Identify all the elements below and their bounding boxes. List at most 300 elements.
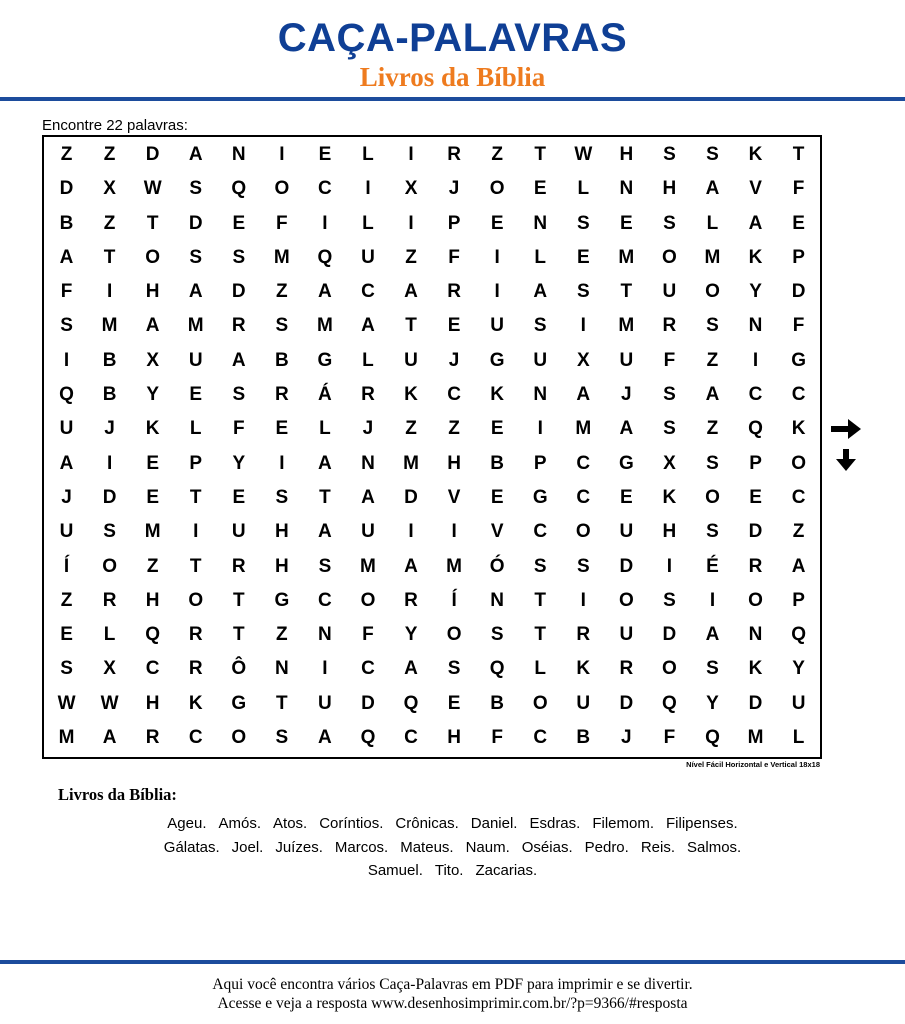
grid-cell[interactable]: U	[188, 349, 203, 371]
grid-cell[interactable]: I	[451, 521, 457, 543]
grid-cell[interactable]: E	[620, 486, 633, 508]
grid-cell[interactable]: A	[619, 418, 634, 440]
grid-cell[interactable]: D	[748, 692, 763, 714]
grid-cell[interactable]: Q	[489, 658, 505, 680]
grid-cell[interactable]: A	[576, 384, 591, 406]
grid-cell[interactable]: D	[619, 692, 634, 714]
grid-cell[interactable]: F	[276, 212, 288, 234]
grid-cell[interactable]: T	[319, 486, 331, 508]
grid-cell[interactable]: A	[404, 658, 418, 680]
grid-cell[interactable]: Á	[318, 384, 332, 406]
grid-cell[interactable]: E	[576, 246, 590, 268]
grid-cell[interactable]: L	[103, 624, 116, 646]
grid-cell[interactable]: J	[448, 349, 460, 371]
grid-cell[interactable]: T	[232, 624, 245, 646]
grid-cell[interactable]: D	[102, 486, 117, 508]
grid-cell[interactable]: G	[532, 486, 548, 508]
grid-cell[interactable]: S	[318, 555, 332, 577]
grid-cell[interactable]: I	[279, 144, 285, 165]
grid-cell[interactable]: S	[490, 624, 504, 646]
grid-cell[interactable]: C	[576, 486, 591, 508]
grid-cell[interactable]: T	[534, 144, 547, 165]
grid-cell[interactable]: M	[144, 521, 161, 543]
grid-cell[interactable]: R	[188, 624, 203, 646]
grid-cell[interactable]: L	[189, 418, 202, 440]
grid-cell[interactable]: R	[748, 555, 763, 577]
grid-cell[interactable]: N	[748, 624, 763, 646]
grid-cell[interactable]: A	[145, 315, 160, 337]
grid-cell[interactable]: E	[490, 486, 504, 508]
grid-cell[interactable]: C	[791, 384, 806, 406]
grid-cell[interactable]: S	[663, 589, 676, 611]
grid-cell[interactable]: E	[275, 418, 289, 440]
grid-cell[interactable]: T	[534, 589, 547, 611]
grid-cell[interactable]: R	[231, 315, 246, 337]
grid-cell[interactable]: M	[58, 727, 75, 749]
grid-cell[interactable]: E	[318, 144, 332, 165]
grid-cell[interactable]: I	[408, 521, 414, 543]
grid-cell[interactable]: Z	[146, 555, 159, 577]
grid-cell[interactable]: S	[706, 521, 719, 543]
grid-cell[interactable]: C	[533, 521, 548, 543]
grid-cell[interactable]: N	[748, 315, 763, 337]
grid-cell[interactable]: D	[145, 144, 160, 165]
grid-cell[interactable]: T	[620, 281, 633, 303]
grid-cell[interactable]: Q	[662, 692, 677, 714]
grid-cell[interactable]: U	[231, 521, 246, 543]
grid-cell[interactable]: M	[316, 315, 333, 337]
grid-cell[interactable]: M	[618, 315, 635, 337]
grid-cell[interactable]: O	[274, 178, 290, 200]
grid-cell[interactable]: S	[189, 246, 203, 268]
grid-cell[interactable]: N	[274, 658, 289, 680]
grid-cell[interactable]: A	[318, 452, 332, 474]
grid-cell[interactable]: Z	[276, 624, 288, 646]
grid-cell[interactable]: L	[319, 418, 331, 440]
grid-cell[interactable]: A	[318, 281, 332, 303]
grid-cell[interactable]: A	[188, 144, 203, 165]
grid-cell[interactable]: Y	[792, 658, 805, 680]
grid-cell[interactable]: C	[404, 727, 418, 749]
grid-cell[interactable]: N	[490, 589, 505, 611]
grid-cell[interactable]: Z	[706, 349, 719, 371]
grid-cell[interactable]: N	[361, 452, 375, 474]
grid-cell[interactable]: O	[618, 589, 634, 611]
grid-cell[interactable]: S	[663, 212, 676, 234]
grid-cell[interactable]: K	[188, 692, 203, 714]
grid-cell[interactable]: N	[533, 212, 548, 234]
grid-cell[interactable]: É	[706, 555, 719, 577]
grid-cell[interactable]: O	[231, 727, 247, 749]
grid-cell[interactable]: J	[621, 384, 632, 406]
grid-cell[interactable]: H	[274, 521, 289, 543]
grid-cell[interactable]: U	[619, 521, 634, 543]
grid-cell[interactable]: W	[100, 692, 119, 714]
grid-cell[interactable]: B	[102, 384, 117, 406]
grid-cell[interactable]: F	[362, 624, 374, 646]
grid-cell[interactable]: M	[618, 246, 635, 268]
grid-cell[interactable]: A	[791, 555, 806, 577]
grid-cell[interactable]: S	[232, 384, 246, 406]
grid-cell[interactable]: N	[619, 178, 634, 200]
grid-cell[interactable]: K	[791, 418, 806, 440]
grid-cell[interactable]: I	[580, 589, 586, 611]
grid-cell[interactable]: D	[748, 521, 763, 543]
grid-cell[interactable]: B	[59, 212, 74, 234]
grid-cell[interactable]: E	[232, 486, 246, 508]
grid-cell[interactable]: C	[361, 658, 375, 680]
grid-cell[interactable]: O	[532, 692, 548, 714]
grid-cell[interactable]: H	[145, 281, 160, 303]
grid-cell[interactable]: S	[60, 315, 73, 337]
grid-cell[interactable]: G	[274, 589, 290, 611]
grid-cell[interactable]: U	[662, 281, 677, 303]
grid-cell[interactable]: A	[318, 727, 332, 749]
grid-cell[interactable]: O	[705, 281, 720, 303]
grid-cell[interactable]: K	[748, 144, 763, 165]
grid-cell[interactable]: P	[533, 452, 547, 474]
grid-cell[interactable]: O	[662, 246, 677, 268]
grid-cell[interactable]: S	[706, 658, 719, 680]
grid-cell[interactable]: G	[231, 692, 247, 714]
grid-cell[interactable]: Q	[59, 384, 74, 406]
grid-cell[interactable]: G	[489, 349, 505, 371]
grid-cell[interactable]: I	[322, 212, 328, 234]
grid-cell[interactable]: Í	[451, 589, 457, 611]
grid-cell[interactable]: Z	[405, 418, 417, 440]
grid-cell[interactable]: N	[533, 384, 548, 406]
grid-cell[interactable]: A	[533, 281, 548, 303]
grid-cell[interactable]: S	[533, 315, 547, 337]
grid-cell[interactable]: C	[318, 589, 332, 611]
grid-cell[interactable]: R	[188, 658, 203, 680]
grid-cell[interactable]: A	[59, 452, 74, 474]
grid-cell[interactable]: B	[274, 349, 289, 371]
grid-cell[interactable]: T	[534, 624, 547, 646]
grid-cell[interactable]: S	[576, 555, 590, 577]
grid-cell[interactable]: G	[317, 349, 333, 371]
grid-cell[interactable]: A	[361, 315, 375, 337]
grid-cell[interactable]: I	[580, 315, 586, 337]
grid-cell[interactable]: L	[362, 349, 374, 371]
grid-cell[interactable]: S	[706, 315, 719, 337]
grid-cell[interactable]: H	[145, 589, 160, 611]
grid-cell[interactable]: S	[189, 178, 203, 200]
grid-cell[interactable]: A	[705, 178, 720, 200]
grid-cell[interactable]: S	[533, 555, 547, 577]
grid-cell[interactable]: S	[663, 384, 676, 406]
grid-cell[interactable]: I	[537, 418, 543, 440]
grid-cell[interactable]: F	[663, 727, 676, 749]
grid-cell[interactable]: T	[189, 555, 202, 577]
grid-cell[interactable]: E	[490, 418, 504, 440]
grid-cell[interactable]: F	[60, 281, 73, 303]
grid-cell[interactable]: F	[792, 178, 805, 200]
grid-cell[interactable]: J	[104, 418, 115, 440]
grid-cell[interactable]: S	[60, 658, 73, 680]
grid-cell[interactable]: A	[188, 281, 203, 303]
grid-cell[interactable]: L	[534, 246, 547, 268]
grid-cell[interactable]: S	[706, 144, 719, 165]
grid-cell[interactable]: K	[662, 486, 677, 508]
grid-cell[interactable]: P	[189, 452, 203, 474]
grid-cell[interactable]: U	[59, 418, 74, 440]
grid-cell[interactable]: Ô	[231, 658, 247, 680]
grid-cell[interactable]: K	[576, 658, 591, 680]
grid-cell[interactable]: E	[189, 384, 203, 406]
grid-cell[interactable]: B	[102, 349, 117, 371]
grid-cell[interactable]: E	[60, 624, 73, 646]
grid-cell[interactable]: R	[231, 555, 246, 577]
grid-cell[interactable]: S	[103, 521, 116, 543]
grid-cell[interactable]: O	[662, 658, 677, 680]
grid-cell[interactable]: S	[447, 658, 461, 680]
grid-cell[interactable]: L	[362, 212, 374, 234]
grid-cell[interactable]: N	[231, 144, 246, 165]
grid-cell[interactable]: P	[447, 212, 461, 234]
grid-cell[interactable]: D	[662, 624, 677, 646]
grid-cell[interactable]: D	[791, 281, 806, 303]
grid-cell[interactable]: T	[232, 589, 245, 611]
grid-cell[interactable]: Q	[360, 727, 376, 749]
grid-cell[interactable]: E	[146, 486, 159, 508]
grid-cell[interactable]: K	[748, 658, 763, 680]
grid-cell[interactable]: O	[360, 589, 376, 611]
grid-cell[interactable]: T	[405, 315, 417, 337]
grid-cell[interactable]: X	[404, 178, 418, 200]
grid-cell[interactable]: A	[404, 555, 418, 577]
grid-cell[interactable]: C	[188, 727, 203, 749]
grid-cell[interactable]: Z	[276, 281, 288, 303]
grid-cell[interactable]: S	[576, 212, 590, 234]
grid-cell[interactable]: Z	[405, 246, 417, 268]
grid-cell[interactable]: A	[102, 727, 117, 749]
grid-cell[interactable]: M	[360, 555, 376, 577]
grid-cell[interactable]: E	[146, 452, 159, 474]
grid-cell[interactable]: T	[146, 212, 159, 234]
grid-cell[interactable]: M	[403, 452, 419, 474]
grid-cell[interactable]: O	[188, 589, 204, 611]
grid-cell[interactable]: B	[576, 727, 591, 749]
grid-cell[interactable]: M	[575, 418, 592, 440]
grid-cell[interactable]: K	[490, 384, 505, 406]
grid-cell[interactable]: K	[404, 384, 418, 406]
grid-cell[interactable]: L	[534, 658, 547, 680]
grid-cell[interactable]: K	[748, 246, 763, 268]
grid-cell[interactable]: E	[620, 212, 633, 234]
grid-cell[interactable]: J	[362, 418, 374, 440]
grid-cell[interactable]: F	[792, 315, 805, 337]
grid-cell[interactable]: T	[276, 692, 288, 714]
grid-cell[interactable]: H	[619, 144, 634, 165]
grid-cell[interactable]: P	[792, 589, 805, 611]
grid-cell[interactable]: L	[577, 178, 590, 200]
grid-cell[interactable]: I	[63, 349, 70, 371]
grid-cell[interactable]: X	[103, 178, 116, 200]
grid-cell[interactable]: W	[574, 144, 593, 165]
grid-cell[interactable]: L	[362, 144, 374, 165]
grid-cell[interactable]: B	[490, 692, 505, 714]
grid-cell[interactable]: U	[619, 624, 634, 646]
grid-cell[interactable]: X	[663, 452, 676, 474]
grid-cell[interactable]: I	[408, 144, 414, 165]
grid-cell[interactable]: M	[747, 727, 764, 749]
grid-cell[interactable]: D	[59, 178, 74, 200]
grid-cell[interactable]: A	[59, 246, 74, 268]
grid-cell[interactable]: V	[749, 178, 762, 200]
grid-cell[interactable]: Í	[63, 555, 70, 577]
grid-cell[interactable]: I	[494, 246, 500, 268]
grid-cell[interactable]: H	[447, 452, 461, 474]
grid-cell[interactable]: O	[748, 589, 763, 611]
grid-cell[interactable]: Z	[792, 521, 805, 543]
grid-cell[interactable]: D	[404, 486, 418, 508]
grid-cell[interactable]: P	[792, 246, 805, 268]
grid-cell[interactable]: C	[748, 384, 763, 406]
grid-cell[interactable]: H	[447, 727, 461, 749]
grid-cell[interactable]: S	[232, 246, 246, 268]
grid-cell[interactable]: A	[705, 384, 720, 406]
grid-cell[interactable]: E	[490, 212, 504, 234]
grid-cell[interactable]: S	[576, 281, 590, 303]
grid-cell[interactable]: G	[791, 349, 806, 371]
grid-cell[interactable]: E	[792, 212, 805, 234]
grid-cell[interactable]: J	[621, 727, 632, 749]
grid-cell[interactable]: I	[752, 349, 759, 371]
grid-cell[interactable]: O	[145, 246, 161, 268]
grid-cell[interactable]: G	[618, 452, 634, 474]
grid-cell[interactable]: D	[361, 692, 375, 714]
grid-cell[interactable]: F	[448, 246, 460, 268]
grid-cell[interactable]: I	[666, 555, 673, 577]
grid-cell[interactable]: Y	[146, 384, 159, 406]
grid-cell[interactable]: A	[404, 281, 418, 303]
grid-cell[interactable]: S	[663, 144, 676, 165]
grid-cell[interactable]: H	[662, 521, 677, 543]
grid-cell[interactable]: Y	[706, 692, 719, 714]
grid-cell[interactable]: U	[533, 349, 548, 371]
grid-cell[interactable]: T	[103, 246, 116, 268]
grid-cell[interactable]: A	[705, 624, 720, 646]
grid-cell[interactable]: I	[193, 521, 199, 543]
grid-cell[interactable]: T	[792, 144, 805, 165]
grid-cell[interactable]: Z	[491, 144, 503, 165]
grid-cell[interactable]: U	[576, 692, 591, 714]
grid-cell[interactable]: H	[662, 178, 677, 200]
grid-cell[interactable]: R	[619, 658, 634, 680]
grid-cell[interactable]: W	[57, 692, 76, 714]
grid-cell[interactable]: E	[447, 315, 461, 337]
grid-cell[interactable]: K	[145, 418, 160, 440]
grid-cell[interactable]: C	[361, 281, 375, 303]
grid-cell[interactable]: H	[274, 555, 289, 577]
grid-cell[interactable]: I	[279, 452, 285, 474]
grid-cell[interactable]: O	[705, 486, 720, 508]
grid-cell[interactable]: Z	[60, 144, 73, 165]
grid-cell[interactable]: A	[748, 212, 763, 234]
grid-cell[interactable]: X	[576, 349, 590, 371]
grid-cell[interactable]: U	[59, 521, 74, 543]
grid-cell[interactable]: D	[619, 555, 634, 577]
grid-cell[interactable]: A	[318, 521, 332, 543]
grid-cell[interactable]: I	[365, 178, 371, 200]
grid-cell[interactable]: I	[106, 281, 113, 303]
grid-cell[interactable]: A	[231, 349, 246, 371]
grid-cell[interactable]: Z	[103, 212, 116, 234]
grid-cell[interactable]: P	[749, 452, 762, 474]
grid-cell[interactable]: J	[61, 486, 72, 508]
grid-cell[interactable]: Y	[404, 624, 418, 646]
grid-cell[interactable]: S	[275, 727, 289, 749]
grid-cell[interactable]: E	[447, 692, 461, 714]
grid-cell[interactable]: U	[791, 692, 806, 714]
grid-cell[interactable]: V	[490, 521, 504, 543]
grid-cell[interactable]: R	[102, 589, 117, 611]
grid-cell[interactable]: I	[408, 212, 414, 234]
grid-cell[interactable]: I	[709, 589, 716, 611]
grid-cell[interactable]: Q	[231, 178, 247, 200]
grid-cell[interactable]: F	[663, 349, 676, 371]
grid-cell[interactable]: C	[533, 727, 548, 749]
grid-cell[interactable]: C	[791, 486, 806, 508]
grid-cell[interactable]: Z	[706, 418, 719, 440]
grid-cell[interactable]: R	[145, 727, 160, 749]
grid-cell[interactable]: S	[663, 418, 676, 440]
grid-cell[interactable]: M	[704, 246, 721, 268]
grid-cell[interactable]: X	[146, 349, 159, 371]
grid-cell[interactable]: Z	[60, 589, 73, 611]
grid-cell[interactable]: D	[188, 212, 203, 234]
grid-cell[interactable]: Q	[705, 727, 720, 749]
grid-cell[interactable]: Z	[448, 418, 460, 440]
grid-cell[interactable]: V	[447, 486, 461, 508]
grid-cell[interactable]: R	[404, 589, 418, 611]
grid-cell[interactable]: U	[318, 692, 332, 714]
grid-cell[interactable]: B	[490, 452, 505, 474]
grid-cell[interactable]: M	[273, 246, 290, 268]
grid-cell[interactable]: Q	[317, 246, 333, 268]
grid-cell[interactable]: D	[231, 281, 246, 303]
grid-cell[interactable]: A	[361, 486, 375, 508]
grid-cell[interactable]: S	[275, 486, 289, 508]
grid-cell[interactable]: C	[576, 452, 591, 474]
grid-cell[interactable]: O	[446, 624, 462, 646]
grid-cell[interactable]: T	[189, 486, 202, 508]
grid-cell[interactable]: S	[706, 452, 719, 474]
grid-cell[interactable]: U	[361, 246, 375, 268]
grid-cell[interactable]: F	[232, 418, 245, 440]
grid-cell[interactable]: O	[575, 521, 591, 543]
grid-cell[interactable]: Y	[232, 452, 246, 474]
grid-cell[interactable]: L	[792, 727, 805, 749]
grid-cell[interactable]: U	[404, 349, 418, 371]
grid-cell[interactable]: F	[491, 727, 503, 749]
grid-cell[interactable]: H	[145, 692, 160, 714]
grid-cell[interactable]: E	[533, 178, 547, 200]
grid-cell[interactable]: O	[791, 452, 806, 474]
grid-cell[interactable]: C	[447, 384, 461, 406]
grid-cell[interactable]: R	[447, 281, 461, 303]
grid-cell[interactable]: Q	[791, 624, 806, 646]
grid-cell[interactable]: M	[446, 555, 462, 577]
grid-cell[interactable]: E	[232, 212, 246, 234]
grid-cell[interactable]: N	[318, 624, 332, 646]
grid-cell[interactable]: R	[447, 144, 461, 165]
grid-cell[interactable]: I	[322, 658, 328, 680]
grid-cell[interactable]: E	[749, 486, 762, 508]
grid-cell[interactable]: Q	[145, 624, 161, 646]
grid-cell[interactable]: Q	[748, 418, 763, 440]
